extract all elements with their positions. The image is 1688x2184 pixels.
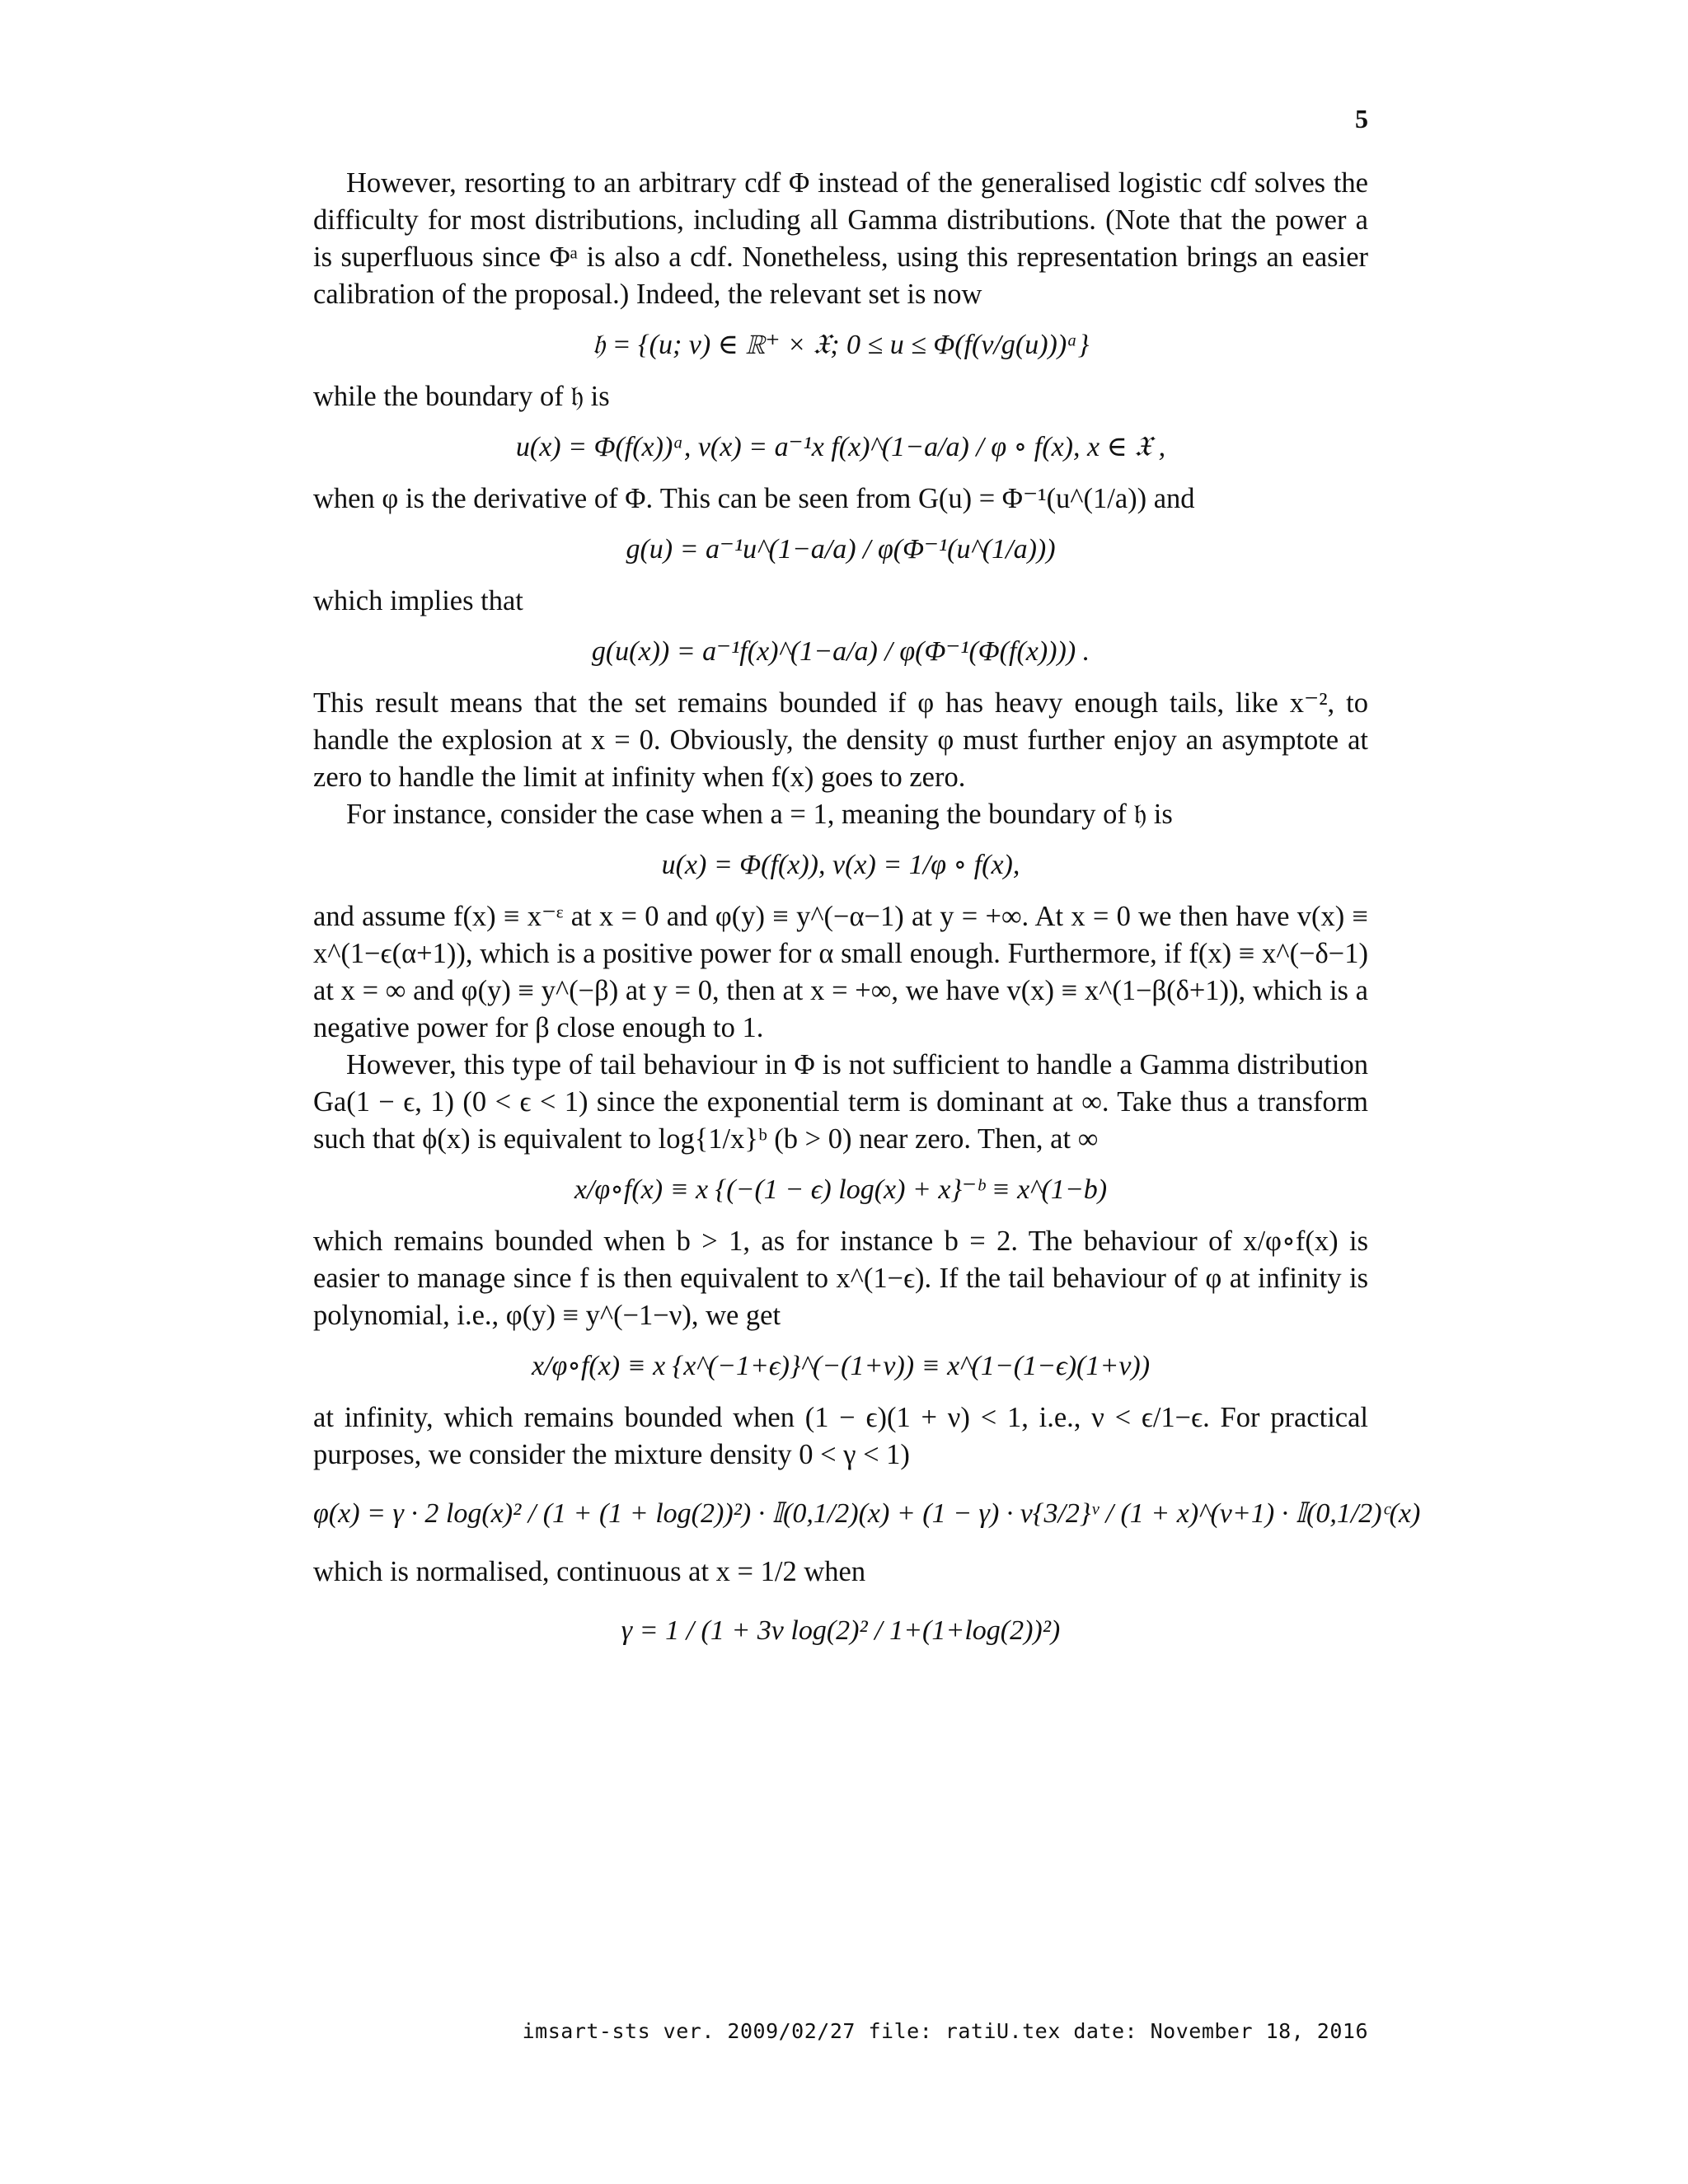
- paragraph: at infinity, which remains bounded when (1 − ϵ)(1 + ν) < 1, i.e., ν < ϵ/1−ϵ. For practical purposes, we consider the mixture density 0 < γ < 1): [313, 1402, 1368, 1470]
- equation: φ(x) = γ · 2 log(x)² / (1 + (1 + log(2))²) · 𝕀(0,1/2)(x) + (1 − γ) · ν{3/2}ᵛ / (1 + x)^(ν+1) · 𝕀(0,1/2)ᶜ(x): [313, 1498, 1421, 1529]
- equation: x/φ∘f(x) ≡ x {(−(1 − ϵ) log(x) + x}⁻ᵇ ≡ x^(1−b): [574, 1174, 1108, 1205]
- equation: 𝔥 = {(u; v) ∈ ℝ⁺ × 𝔛; 0 ≤ u ≤ Φ(f(v/g(u)))ᵃ}: [592, 330, 1090, 360]
- paragraph: This result means that the set remains bounded if φ has heavy enough tails, like x⁻², to handle the explosion at x = 0. Obviously, the density φ must further enjoy an asymptote at zero to handle the limit at infinity when f(x) goes to zero.: [313, 687, 1368, 793]
- equation: u(x) = Φ(f(x)), v(x) = 1/φ ∘ f(x),: [661, 850, 1020, 880]
- paragraph: when φ is the derivative of Φ. This can be seen from G(u) = Φ⁻¹(u^(1/a)) and: [313, 483, 1195, 514]
- equation: x/φ∘f(x) ≡ x {x^(−1+ϵ)}^(−(1+ν)) ≡ x^(1−(1−ϵ)(1+ν)): [531, 1351, 1151, 1381]
- paragraph: However, this type of tail behaviour in Φ is not sufficient to handle a Gamma distribution Ga(1 − ϵ, 1) (0 < ϵ < 1) since the exponential term is dominant at ∞. Take thus a transform such that ϕ(x) is equivalent to log{1/x}ᵇ (b > 0) near zero. Then, at ∞: [313, 1049, 1368, 1155]
- equation: g(u) = a⁻¹u^(1−a/a) / φ(Φ⁻¹(u^(1/a))): [626, 534, 1056, 565]
- paragraph: For instance, consider the case when a = 1, meaning the boundary of 𝔥 is: [346, 799, 1173, 830]
- paragraph: while the boundary of 𝔥 is: [313, 381, 610, 412]
- equation: γ = 1 / (1 + 3ν log(2)² / 1+(1+log(2))²): [621, 1615, 1061, 1646]
- footer: imsart-sts ver. 2009/02/27 file: ratiU.tex date: November 18, 2016: [522, 2019, 1368, 2043]
- equation: u(x) = Φ(f(x))ᵃ, v(x) = a⁻¹x f(x)^(1−a/a) / φ ∘ f(x), x ∈ 𝔛 ,: [515, 432, 1166, 462]
- equation: g(u(x)) = a⁻¹f(x)^(1−a/a) / φ(Φ⁻¹(Φ(f(x)))) .: [591, 636, 1090, 667]
- paragraph: However, resorting to an arbitrary cdf Φ instead of the generalised logistic cdf solves the difficulty for most distributions, including all Gamma distributions. (Note that the power a is superfluous since Φᵃ is also a cdf. Nonetheless, using this representation brings an easier calibration of the proposal.) Indeed, the relevant set is now: [313, 167, 1368, 310]
- paragraph: which implies that: [313, 585, 523, 616]
- paragraph: which is normalised, continuous at x = 1/2 when: [313, 1556, 866, 1587]
- page-body: [313, 165, 1421, 1671]
- paragraph: and assume f(x) ≡ x⁻ᵋ at x = 0 and φ(y) ≡ y^(−α−1) at y = +∞. At x = 0 we then have v(x) ≡ x^(1−ϵ(α+1)), which is a positive power for α small enough. Furthermore, if f(x) ≡ x^(−δ−1) at x = ∞ and φ(y) ≡ y^(−β) at y = 0, then at x = +∞, we have v(x) ≡ x^(1−β(δ+1)), which is a negative power for β close enough to 1.: [313, 901, 1368, 1043]
- page-number: 5: [1355, 104, 1368, 134]
- paragraph: which remains bounded when b > 1, as for instance b = 2. The behaviour of x/φ∘f(x) is easier to manage since f is then equivalent to x^(1−ϵ). If the tail behaviour of φ at infinity is polynomial, i.e., φ(y) ≡ y^(−1−ν), we get: [313, 1226, 1368, 1331]
